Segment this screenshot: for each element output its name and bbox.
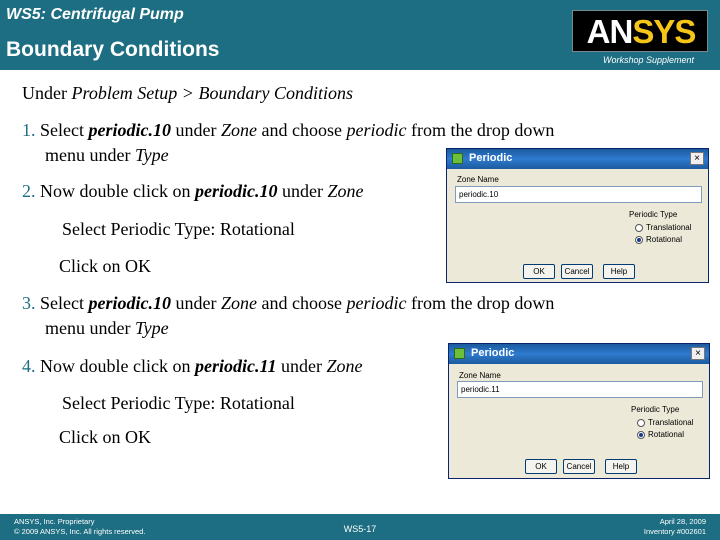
rotational-radio[interactable]: [637, 431, 645, 439]
dialog-title: Periodic: [469, 152, 513, 164]
dialog-title: Periodic: [471, 347, 515, 359]
workshop-title: WS5: Centrifugal Pump: [6, 6, 184, 23]
ok-button[interactable]: OK: [523, 264, 555, 279]
logo-text-sys: SYS: [632, 13, 696, 50]
rotational-radio[interactable]: [635, 236, 643, 244]
zone-name-input[interactable]: periodic.10: [455, 186, 702, 203]
footer-inventory: Inventory #002601: [643, 527, 706, 536]
footer-date-inventory: [644, 517, 706, 537]
rotational-label: Rotational: [646, 235, 683, 244]
intro-line: Under Problem Setup > Boundary Conditions: [22, 83, 353, 103]
dialog-titlebar[interactable]: [447, 149, 708, 169]
help-button[interactable]: Help: [605, 459, 637, 474]
periodic-dialog-1: [446, 148, 709, 283]
translational-label: Translational: [646, 223, 692, 232]
ok-button[interactable]: OK: [525, 459, 557, 474]
step4-sub1: Select Periodic Type: Rotational: [62, 393, 295, 413]
app-icon: [454, 348, 465, 359]
translational-radio[interactable]: [637, 419, 645, 427]
dialog-titlebar[interactable]: [449, 344, 709, 364]
help-button[interactable]: Help: [603, 264, 635, 279]
workshop-supplement: Workshop Supplement: [602, 55, 694, 65]
footer-proprietary: ANSYS, Inc. Proprietary: [14, 517, 95, 526]
periodic-dialog-2: [448, 343, 710, 479]
step3-line1: 3. Select periodic.10 under Zone and choose periodic from the drop down: [22, 293, 555, 313]
slide-title: Boundary Conditions: [6, 38, 220, 61]
header-bar: [0, 0, 720, 70]
step3-line2: menu under Type: [45, 318, 169, 338]
step2-sub2: Click on OK: [59, 256, 151, 276]
cancel-button[interactable]: Cancel: [563, 459, 595, 474]
translational-radio[interactable]: [635, 224, 643, 232]
rotational-label: Rotational: [648, 430, 685, 439]
close-button[interactable]: ×: [691, 347, 705, 360]
step1-line1: 1. Select periodic.10 under Zone and choose periodic from the drop down: [22, 120, 555, 140]
footer-rights: © 2009 ANSYS, Inc. All rights reserved.: [14, 527, 146, 536]
step2-line: 2. Now double click on periodic.10 under Zone: [22, 181, 364, 201]
footer-date: April 28, 2009: [659, 517, 706, 526]
step4-line: 4. Now double click on periodic.11 under Zone: [22, 356, 363, 376]
periodic-type-label: Periodic Type: [629, 210, 678, 219]
step1-line2: menu under Type: [45, 145, 169, 165]
zone-name-label: Zone Name: [459, 371, 501, 380]
zone-name-label: Zone Name: [457, 175, 499, 184]
cancel-button[interactable]: Cancel: [561, 264, 593, 279]
periodic-type-label: Periodic Type: [631, 405, 680, 414]
slide-number: WS5-17: [343, 524, 377, 534]
app-icon: [452, 153, 463, 164]
close-button[interactable]: ×: [690, 152, 704, 165]
logo-text-an: AN: [586, 13, 633, 50]
step4-sub2: Click on OK: [59, 427, 151, 447]
step2-sub1: Select Periodic Type: Rotational: [62, 219, 295, 239]
translational-label: Translational: [648, 418, 694, 427]
zone-name-input[interactable]: periodic.11: [457, 381, 703, 398]
ansys-logo: [572, 10, 708, 52]
